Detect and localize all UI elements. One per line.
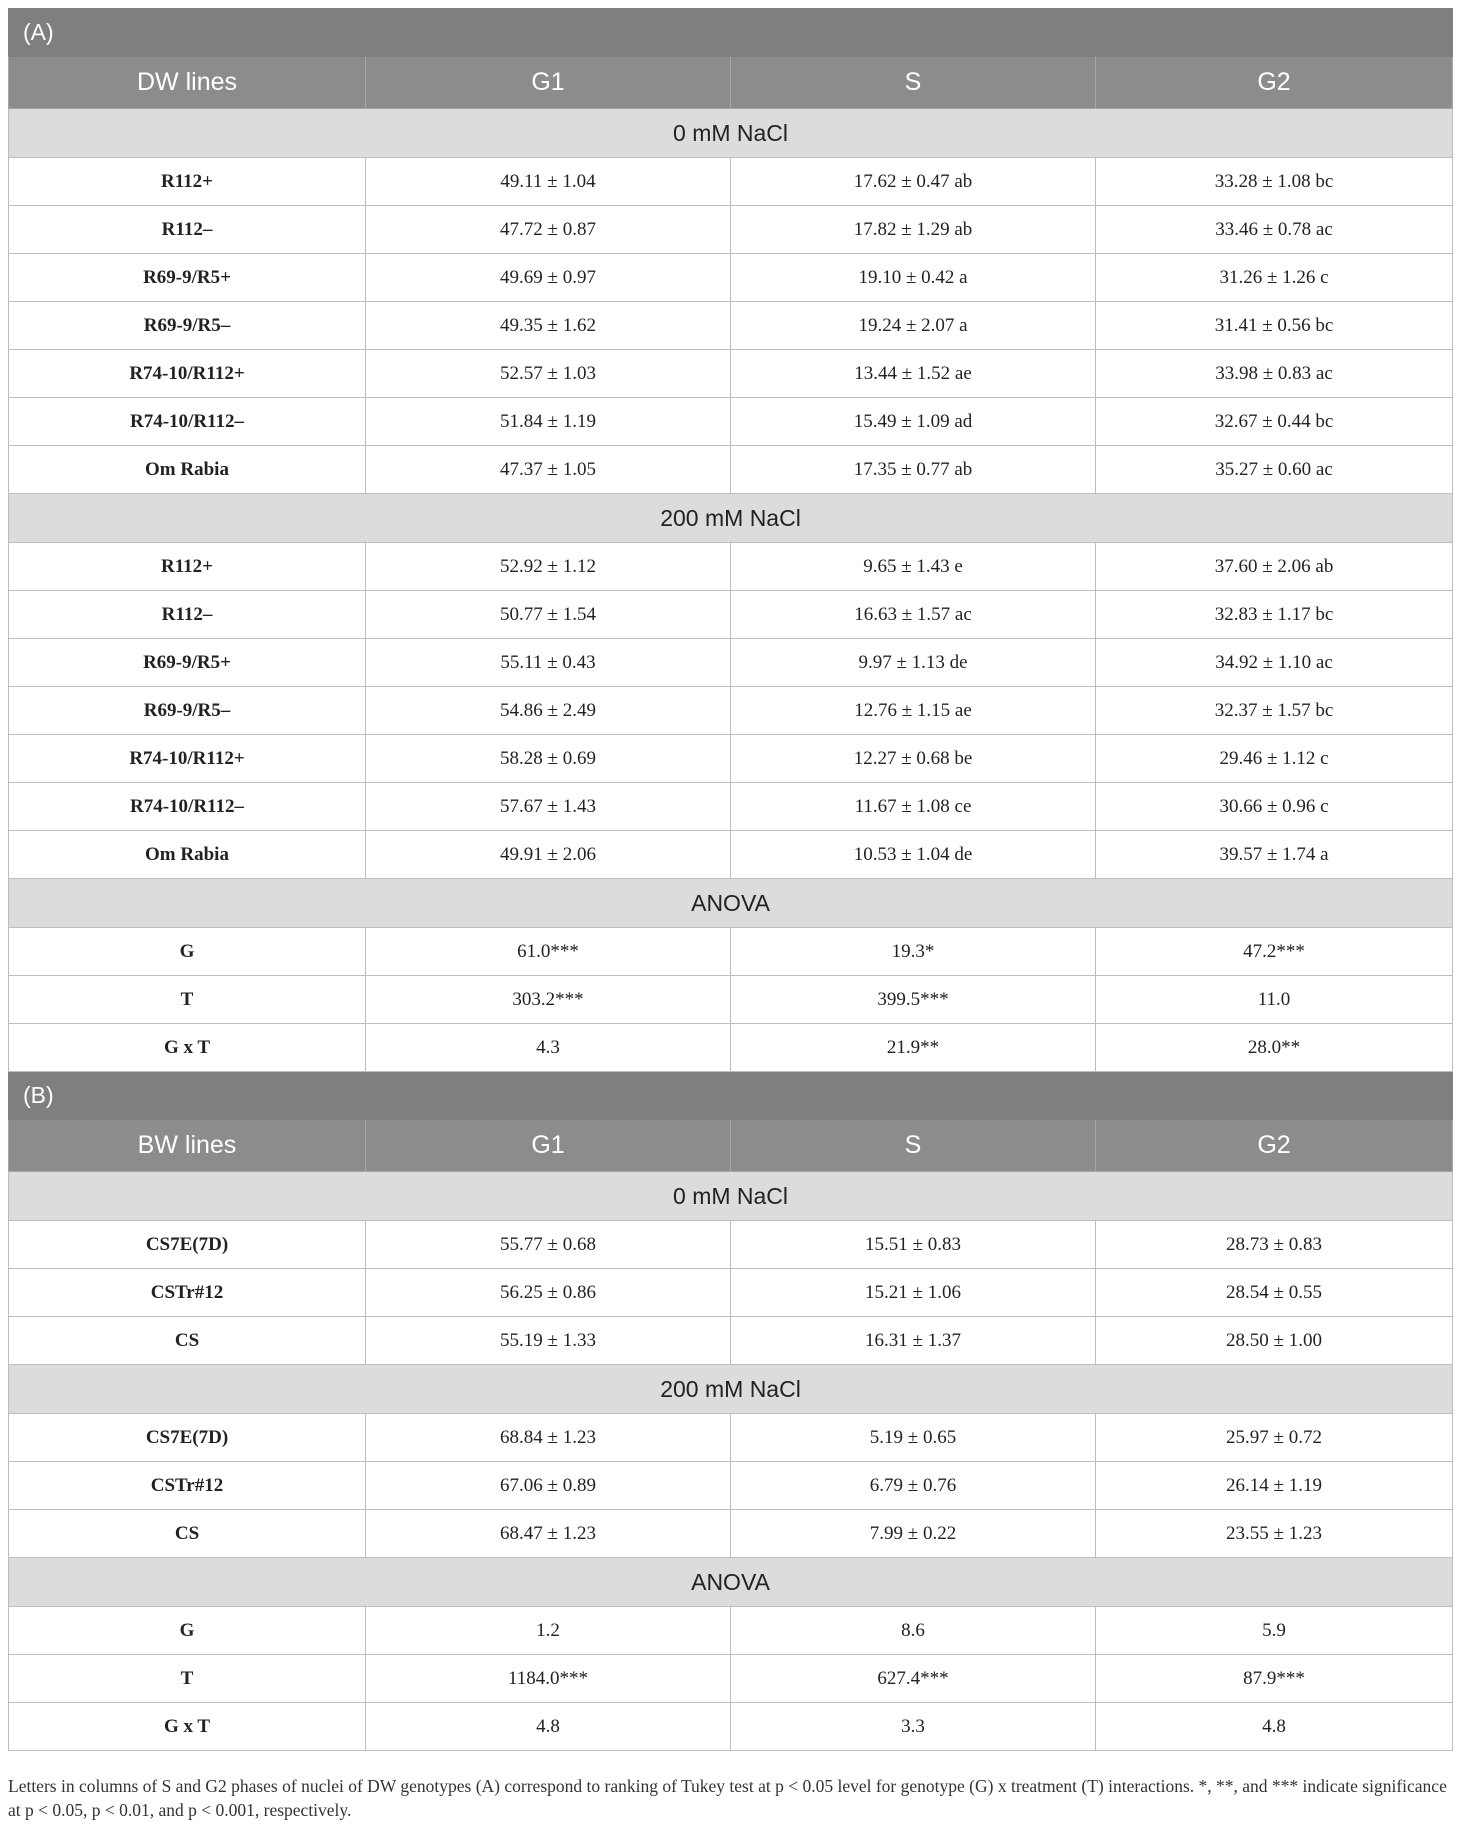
table-row [9,928,1453,976]
section-header-row [9,494,1453,543]
section-header-row [9,1365,1453,1414]
table-row [9,206,1453,254]
table-cell: 35.27 ± 0.60 ac [1096,446,1453,494]
table-row [9,1221,1453,1269]
table-cell: 15.21 ± 1.06 [731,1269,1096,1317]
table-cell: 12.27 ± 0.68 be [731,735,1096,783]
table-cell: 16.31 ± 1.37 [731,1317,1096,1365]
row-label: T [9,1655,366,1703]
table-cell: 15.51 ± 0.83 [731,1221,1096,1269]
row-label: Om Rabia [9,446,366,494]
table-cell: 29.46 ± 1.12 c [1096,735,1453,783]
row-label: CS [9,1510,366,1558]
table-cell: 55.77 ± 0.68 [366,1221,731,1269]
table-cell: 54.86 ± 2.49 [366,687,731,735]
table-cell: 13.44 ± 1.52 ae [731,350,1096,398]
table-row [9,735,1453,783]
row-label: G [9,928,366,976]
row-label: R112+ [9,158,366,206]
table-row [9,1607,1453,1655]
table-cell: 28.50 ± 1.00 [1096,1317,1453,1365]
column-header: G2 [1096,57,1453,109]
table-cell: 32.67 ± 0.44 bc [1096,398,1453,446]
column-header: DW lines [9,57,366,109]
row-label: R74-10/R112+ [9,735,366,783]
table-cell: 19.10 ± 0.42 a [731,254,1096,302]
table-cell: 51.84 ± 1.19 [366,398,731,446]
panel-label: (A) [9,9,1453,57]
column-header-row [9,1120,1453,1172]
row-label: R69-9/R5– [9,302,366,350]
panel-label-row [9,9,1453,57]
table-cell: 11.67 ± 1.08 ce [731,783,1096,831]
table-footnote: Letters in columns of S and G2 phases of nuclei of DW genotypes (A) correspond to ranking of Tukey test at p < 0.05 level for genotype (G) x treatment (T) interactions. *, **, and *** indicate significance at p < 0.05, p < 0.01, and p < 0.001, respectively. [8,1776,1447,1820]
table-cell: 8.6 [731,1607,1096,1655]
panel-label: (B) [9,1072,1453,1120]
table-cell: 1.2 [366,1607,731,1655]
table-cell: 52.57 ± 1.03 [366,350,731,398]
table-cell: 6.79 ± 0.76 [731,1462,1096,1510]
table-cell: 4.8 [366,1703,731,1751]
section-header-row [9,1172,1453,1221]
table-cell: 28.73 ± 0.83 [1096,1221,1453,1269]
table-cell: 58.28 ± 0.69 [366,735,731,783]
table-row [9,1703,1453,1751]
row-label: G [9,1607,366,1655]
table-cell: 33.46 ± 0.78 ac [1096,206,1453,254]
column-header: G1 [366,57,731,109]
table-row [9,1414,1453,1462]
table-cell: 5.19 ± 0.65 [731,1414,1096,1462]
table-cell: 31.41 ± 0.56 bc [1096,302,1453,350]
column-header: G1 [366,1120,731,1172]
table-cell: 17.35 ± 0.77 ab [731,446,1096,494]
table-row [9,783,1453,831]
row-label: CS [9,1317,366,1365]
row-label: R69-9/R5– [9,687,366,735]
table-cell: 56.25 ± 0.86 [366,1269,731,1317]
table-row [9,158,1453,206]
table-cell: 55.11 ± 0.43 [366,639,731,687]
column-header: G2 [1096,1120,1453,1172]
table-cell: 627.4*** [731,1655,1096,1703]
table-row [9,1269,1453,1317]
table-row [9,254,1453,302]
table-row [9,1510,1453,1558]
section-title: 0 mM NaCl [9,1172,1453,1221]
section-title: 200 mM NaCl [9,494,1453,543]
row-label: CSTr#12 [9,1269,366,1317]
row-label: R74-10/R112– [9,398,366,446]
table-row [9,398,1453,446]
column-header: S [731,1120,1096,1172]
table-row [9,976,1453,1024]
table-cell: 47.37 ± 1.05 [366,446,731,494]
table-cell: 26.14 ± 1.19 [1096,1462,1453,1510]
table-cell: 23.55 ± 1.23 [1096,1510,1453,1558]
table-cell: 50.77 ± 1.54 [366,591,731,639]
table-cell: 39.57 ± 1.74 a [1096,831,1453,879]
table-cell: 10.53 ± 1.04 de [731,831,1096,879]
table-cell: 55.19 ± 1.33 [366,1317,731,1365]
row-label: R112– [9,206,366,254]
table-cell: 68.47 ± 1.23 [366,1510,731,1558]
table-cell: 17.62 ± 0.47 ab [731,158,1096,206]
table-cell: 7.99 ± 0.22 [731,1510,1096,1558]
table-cell: 303.2*** [366,976,731,1024]
row-label: T [9,976,366,1024]
table-cell: 61.0*** [366,928,731,976]
table-cell: 5.9 [1096,1607,1453,1655]
table-row [9,687,1453,735]
table-cell: 52.92 ± 1.12 [366,543,731,591]
row-label: G x T [9,1024,366,1072]
section-title: 0 mM NaCl [9,109,1453,158]
table-cell: 49.11 ± 1.04 [366,158,731,206]
panel-label-row [9,1072,1453,1120]
row-label: R74-10/R112– [9,783,366,831]
row-label: R69-9/R5+ [9,639,366,687]
table-cell: 11.0 [1096,976,1453,1024]
table-row [9,1655,1453,1703]
table-cell: 32.83 ± 1.17 bc [1096,591,1453,639]
row-label: Om Rabia [9,831,366,879]
table-cell: 21.9** [731,1024,1096,1072]
row-label: R74-10/R112+ [9,350,366,398]
table-row [9,446,1453,494]
column-header: BW lines [9,1120,366,1172]
table-row [9,639,1453,687]
table-cell: 25.97 ± 0.72 [1096,1414,1453,1462]
table-cell: 37.60 ± 2.06 ab [1096,543,1453,591]
row-label: CSTr#12 [9,1462,366,1510]
table-row [9,1462,1453,1510]
row-label: R112– [9,591,366,639]
row-label: R69-9/R5+ [9,254,366,302]
table-cell: 16.63 ± 1.57 ac [731,591,1096,639]
table-row [9,350,1453,398]
table-cell: 33.28 ± 1.08 bc [1096,158,1453,206]
table-cell: 49.35 ± 1.62 [366,302,731,350]
table-cell: 31.26 ± 1.26 c [1096,254,1453,302]
table-row [9,543,1453,591]
table-cell: 57.67 ± 1.43 [366,783,731,831]
table-cell: 32.37 ± 1.57 bc [1096,687,1453,735]
table-cell: 87.9*** [1096,1655,1453,1703]
table-cell: 30.66 ± 0.96 c [1096,783,1453,831]
table-cell: 19.3* [731,928,1096,976]
cell-cycle-table [8,8,1453,1751]
table-cell: 15.49 ± 1.09 ad [731,398,1096,446]
table-cell: 47.72 ± 0.87 [366,206,731,254]
table-cell: 47.2*** [1096,928,1453,976]
table-row [9,831,1453,879]
column-header-row [9,57,1453,109]
section-header-row [9,879,1453,928]
table-cell: 49.69 ± 0.97 [366,254,731,302]
row-label: G x T [9,1703,366,1751]
table-cell: 34.92 ± 1.10 ac [1096,639,1453,687]
table-container [8,8,1452,1751]
table-cell: 9.65 ± 1.43 e [731,543,1096,591]
column-header: S [731,57,1096,109]
section-header-row [9,109,1453,158]
section-title: ANOVA [9,879,1453,928]
table-cell: 28.0** [1096,1024,1453,1072]
table-cell: 19.24 ± 2.07 a [731,302,1096,350]
section-title: ANOVA [9,1558,1453,1607]
table-row [9,302,1453,350]
table-cell: 17.82 ± 1.29 ab [731,206,1096,254]
row-label: CS7E(7D) [9,1221,366,1269]
table-cell: 4.8 [1096,1703,1453,1751]
table-cell: 68.84 ± 1.23 [366,1414,731,1462]
table-row [9,591,1453,639]
row-label: R112+ [9,543,366,591]
table-cell: 399.5*** [731,976,1096,1024]
table-cell: 3.3 [731,1703,1096,1751]
section-header-row [9,1558,1453,1607]
table-cell: 67.06 ± 0.89 [366,1462,731,1510]
section-title: 200 mM NaCl [9,1365,1453,1414]
table-cell: 1184.0*** [366,1655,731,1703]
table-cell: 9.97 ± 1.13 de [731,639,1096,687]
row-label: CS7E(7D) [9,1414,366,1462]
table-cell: 4.3 [366,1024,731,1072]
table-cell: 49.91 ± 2.06 [366,831,731,879]
table-body [9,9,1453,1751]
table-row [9,1317,1453,1365]
table-cell: 12.76 ± 1.15 ae [731,687,1096,735]
table-row [9,1024,1453,1072]
table-cell: 28.54 ± 0.55 [1096,1269,1453,1317]
table-cell: 33.98 ± 0.83 ac [1096,350,1453,398]
